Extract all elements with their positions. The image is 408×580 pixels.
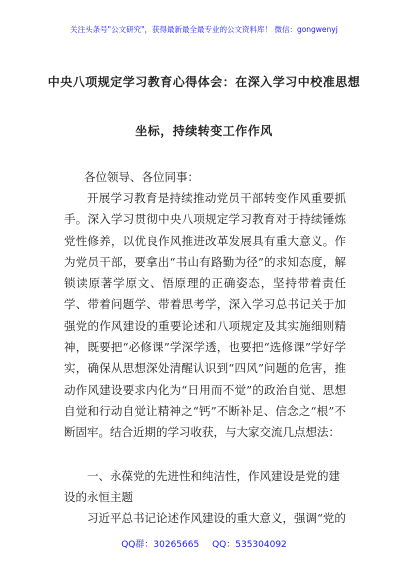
section-1-heading: 一、永葆党的先进性和纯洁性，作风建设是党的建设的永恒主题 — [64, 469, 340, 505]
paragraph-2: 习近平总书记论述作风建设的重大意义，强调“党的 — [87, 511, 346, 525]
promo-header: 关注头条号"公文研究"，获得最新最全最专业的公文资料库！ 微信：gongwenyj — [70, 25, 338, 34]
qq-number: QQ：535304092 — [212, 540, 287, 550]
greeting: 各位领导、各位同事： — [84, 170, 199, 184]
document-title-line-2: 坐标，持续转变工作作风 — [135, 124, 273, 138]
contact-footer — [0, 537, 408, 550]
paragraph-1: 开展学习教育是持续推动党员干部转变作风重要抓手。深入学习贯彻中央八项规定学习教育对于持续锤炼党性修养，以优良作风推进改革发展具有重大意义。作为党员干部，要拿出“书山有路勤为径”的求知态度，解锁读原著学原文、悟原理的正确姿态，坚持带着责任学、带着问题学、带着思考学，深入学习总书记关于加强党的作风建设的重要论述和八项规定及其实施细则精神，既要把“必修课”学深学透，也要把“选修课”学好学实，确保从思想深处清醒认识到“四风”问题的危害，推动作风建设要求内化为“日用而不觉”的政治自觉、思想自觉和行动自觉让精神之“钙”不断补足、信念之“根”不断固牢。结合近期的学习收获，与大家交流几点想法： — [64, 191, 346, 440]
qq-group-number: QQ群：30265665 — [121, 540, 200, 550]
document-title-line-1: 中央八项规定学习教育心得体会：在深入学习中校准思想 — [47, 75, 361, 89]
